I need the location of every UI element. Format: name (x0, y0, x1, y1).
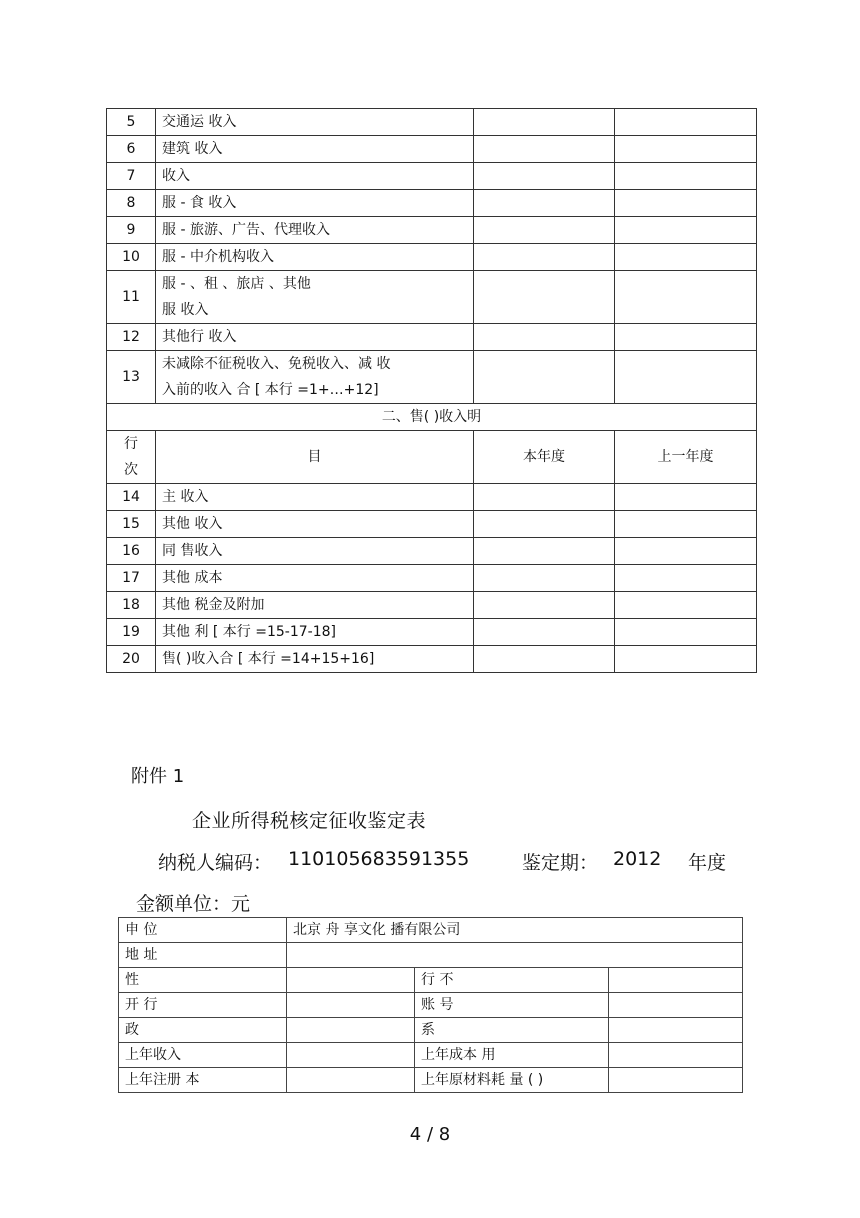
row-item-line: 入前的收入 合 [ 本行 =1+…+12] (162, 382, 379, 398)
unit-value: 北京 舟 享文化 播有限公司 (287, 918, 743, 943)
taxpayer-info-table (118, 917, 743, 1093)
last-year-cell (615, 324, 757, 351)
this-year-cell (474, 324, 615, 351)
this-year-cell (474, 190, 615, 217)
header-this-year: 本年度 (474, 431, 615, 484)
this-year-cell (474, 511, 615, 538)
last-year-cell (615, 484, 757, 511)
header-row-no: 行 次 (107, 431, 156, 484)
this-year-cell (474, 484, 615, 511)
row-item: 建筑 收入 (156, 136, 474, 163)
table-row (107, 190, 757, 217)
page-number: 4 / 8 (409, 1124, 451, 1145)
table-row (107, 217, 757, 244)
row-item: 售( )收入合 [ 本行 =14+15+16] (156, 646, 474, 673)
row-number: 16 (107, 538, 156, 565)
row-item (156, 271, 474, 324)
this-year-cell (474, 163, 615, 190)
info-row (119, 1043, 743, 1068)
table-row (107, 351, 757, 404)
table-row (107, 271, 757, 324)
table-row (107, 244, 757, 271)
info-row (119, 943, 743, 968)
last-year-cell (615, 565, 757, 592)
row-number: 11 (107, 271, 156, 324)
table-row (107, 619, 757, 646)
account-label: 账 号 (415, 993, 609, 1018)
this-year-cell (474, 271, 615, 324)
unit-label: 申 位 (119, 918, 287, 943)
this-year-cell (474, 136, 615, 163)
last-cost-label: 上年成本 用 (415, 1043, 609, 1068)
amount-unit: 金额单位：元 (136, 893, 251, 915)
contact-label: 系 (415, 1018, 609, 1043)
row-item: 服 - 中介机构收入 (156, 244, 474, 271)
post-value (287, 1018, 415, 1043)
info-row (119, 1018, 743, 1043)
attachment-label: 附件 1 (131, 766, 185, 787)
row-item: 其他行 收入 (156, 324, 474, 351)
last-year-cell (615, 646, 757, 673)
section-title: 二、售( )收入明 (107, 404, 757, 431)
form-title: 企业所得税核定征收鉴定表 (192, 810, 427, 832)
last-year-cell (615, 190, 757, 217)
this-year-cell (474, 619, 615, 646)
bank-value (287, 993, 415, 1018)
info-row (119, 918, 743, 943)
row-item: 服 - 食 收入 (156, 190, 474, 217)
this-year-cell (474, 217, 615, 244)
this-year-cell (474, 592, 615, 619)
row-number: 7 (107, 163, 156, 190)
nature-value (287, 968, 415, 993)
last-year-cell (615, 592, 757, 619)
this-year-cell (474, 538, 615, 565)
row-number: 14 (107, 484, 156, 511)
last-year-cell (615, 217, 757, 244)
last-year-cell (615, 136, 757, 163)
table-row (107, 324, 757, 351)
table-row (107, 163, 757, 190)
period-year: 2012 (613, 848, 662, 870)
last-year-cell (615, 538, 757, 565)
row-number: 20 (107, 646, 156, 673)
bank-label: 开 行 (119, 993, 287, 1018)
address-value (287, 943, 743, 968)
taxpayer-code-label: 纳税人编码： (158, 852, 273, 874)
last-income-value (287, 1043, 415, 1068)
last-year-cell (615, 619, 757, 646)
row-number: 8 (107, 190, 156, 217)
nature-label: 性 (119, 968, 287, 993)
row-item: 其他 利 [ 本行 =15-17-18] (156, 619, 474, 646)
header-item: 目 (156, 431, 474, 484)
row-item-line: 未减除不征税收入、免税收入、减 收 (162, 356, 391, 372)
this-year-cell (474, 646, 615, 673)
row-number: 6 (107, 136, 156, 163)
last-material-value (609, 1068, 743, 1093)
taxpayer-line (158, 848, 758, 874)
info-row (119, 1068, 743, 1093)
last-year-cell (615, 163, 757, 190)
row-item (156, 351, 474, 404)
table-row (107, 646, 757, 673)
table-row (107, 565, 757, 592)
row-item: 收入 (156, 163, 474, 190)
this-year-cell (474, 109, 615, 136)
section-row (107, 404, 757, 431)
row-number: 18 (107, 592, 156, 619)
row-item: 其他 收入 (156, 511, 474, 538)
account-value (609, 993, 743, 1018)
last-year-cell (615, 271, 757, 324)
row-number: 9 (107, 217, 156, 244)
header-row (107, 431, 757, 484)
table-row (107, 538, 757, 565)
row-number: 12 (107, 324, 156, 351)
address-label: 地 址 (119, 943, 287, 968)
last-year-cell (615, 244, 757, 271)
row-item-line: 服 - 、租 、旅店 、其他 (162, 276, 311, 292)
row-item-line: 服 收入 (162, 302, 209, 318)
last-material-label: 上年原材料耗 量 ( ) (415, 1068, 609, 1093)
income-detail-table (106, 108, 757, 673)
info-row (119, 968, 743, 993)
row-item: 主 收入 (156, 484, 474, 511)
table-row (107, 511, 757, 538)
post-label: 政 (119, 1018, 287, 1043)
row-number: 10 (107, 244, 156, 271)
row-number: 15 (107, 511, 156, 538)
industry-label: 行 不 (415, 968, 609, 993)
row-item: 其他 成本 (156, 565, 474, 592)
row-number: 13 (107, 351, 156, 404)
period-label: 鉴定期： (522, 852, 599, 874)
row-number: 19 (107, 619, 156, 646)
contact-value (609, 1018, 743, 1043)
table-row (107, 592, 757, 619)
table-row (107, 484, 757, 511)
row-item: 同 售收入 (156, 538, 474, 565)
last-year-cell (615, 511, 757, 538)
table-row (107, 109, 757, 136)
info-row (119, 993, 743, 1018)
period-year-suffix: 年度 (688, 852, 727, 874)
last-year-cell (615, 351, 757, 404)
last-cost-value (609, 1043, 743, 1068)
row-item: 其他 税金及附加 (156, 592, 474, 619)
row-number: 5 (107, 109, 156, 136)
this-year-cell (474, 351, 615, 404)
last-income-label: 上年收入 (119, 1043, 287, 1068)
table-row (107, 136, 757, 163)
last-capital-value (287, 1068, 415, 1093)
row-item: 交通运 收入 (156, 109, 474, 136)
header-last-year: 上一年度 (615, 431, 757, 484)
last-year-cell (615, 109, 757, 136)
row-number: 17 (107, 565, 156, 592)
taxpayer-code: 110105683591355 (288, 848, 470, 870)
this-year-cell (474, 244, 615, 271)
this-year-cell (474, 565, 615, 592)
last-capital-label: 上年注册 本 (119, 1068, 287, 1093)
row-item: 服 - 旅游、广告、代理收入 (156, 217, 474, 244)
industry-value (609, 968, 743, 993)
